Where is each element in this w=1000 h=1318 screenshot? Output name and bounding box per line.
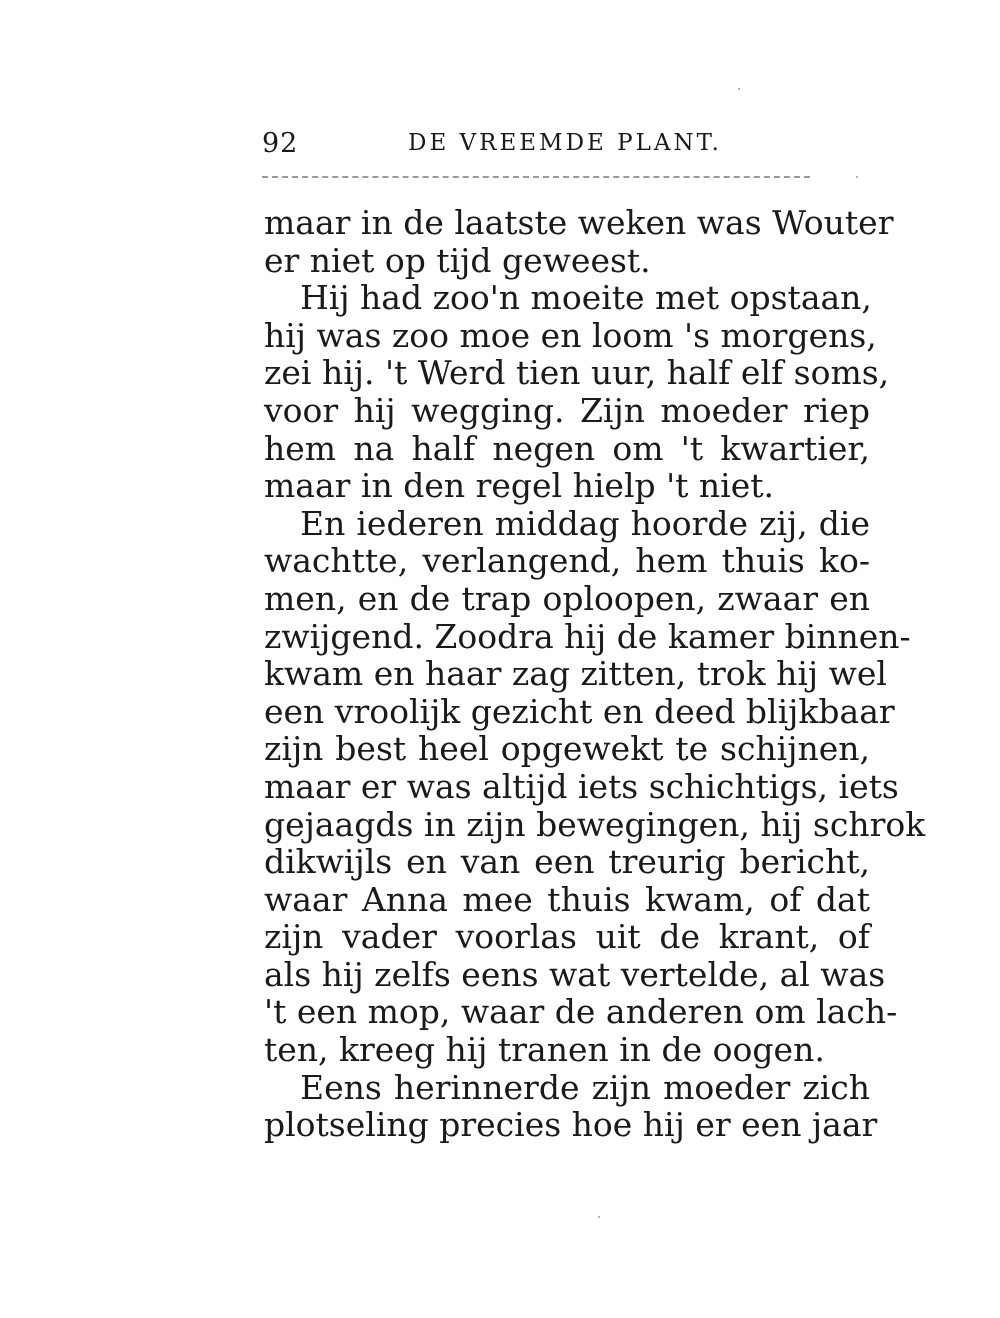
text-line: hem na half negen om 't kwartier, [264, 428, 870, 468]
header-rule [262, 176, 810, 178]
text-line: maar in de laatste weken was Wouter [264, 203, 894, 242]
paragraph [264, 203, 894, 280]
text-line: voor hij wegging. Zijn moeder riep [264, 390, 870, 430]
scan-speck [856, 176, 858, 178]
page-number: 92 [262, 128, 299, 159]
text-line: dikwijls en van een treurig bericht, [264, 842, 870, 882]
running-head [262, 128, 862, 168]
text-line: zijn best heel opgewekt te schijnen, [264, 729, 870, 769]
paragraph [264, 503, 926, 1070]
scan-speck [738, 88, 740, 90]
text-line: Eens herinnerde zijn moeder zich [300, 1067, 870, 1107]
text-line: plotseling precies hoe hij er een jaar [264, 1105, 878, 1145]
text-line: kwam en haar zag zitten, trok hij wel [264, 654, 887, 694]
body-text [264, 203, 926, 1145]
text-line: gejaagds in zijn bewegingen, hij schrok [264, 804, 926, 844]
text-line: men, en de trap oploopen, zwaar en [264, 578, 870, 618]
paragraph [264, 278, 890, 506]
paragraph [264, 1067, 878, 1145]
text-line: maar in den regel hielp 't niet. [264, 466, 775, 506]
text-line: 't een mop, waar de anderen om lach- [264, 992, 898, 1032]
text-line: En iederen middag hoorde zij, die [300, 503, 870, 543]
text-line: zijn vader voorlas uit de krant, of [264, 917, 870, 957]
text-line: zwijgend. Zoodra hij de kamer binnen- [264, 616, 911, 656]
text-line: een vroolijk gezicht en deed blijkbaar [264, 691, 895, 731]
text-line: hij was zoo moe en loom 's morgens, [264, 315, 877, 355]
scan-speck [598, 1216, 600, 1218]
text-line: er niet op tijd geweest. [264, 240, 651, 280]
text-line: als hij zelfs eens wat vertelde, al was [264, 954, 886, 994]
text-line: maar er was altijd iets schichtigs, iets [264, 766, 899, 806]
text-line: ten, kreeg hij tranen in de oogen. [264, 1030, 825, 1070]
text-line: zei hij. 't Werd tien uur, half elf soms, [264, 353, 890, 393]
text-line: Hij had zoo'n moeite met opstaan, [300, 278, 872, 318]
text-line: wachtte, verlangend, hem thuis ko- [264, 541, 870, 581]
running-title: DE VREEMDE PLANT. [408, 130, 722, 156]
text-line: waar Anna mee thuis kwam, of dat [264, 879, 870, 919]
